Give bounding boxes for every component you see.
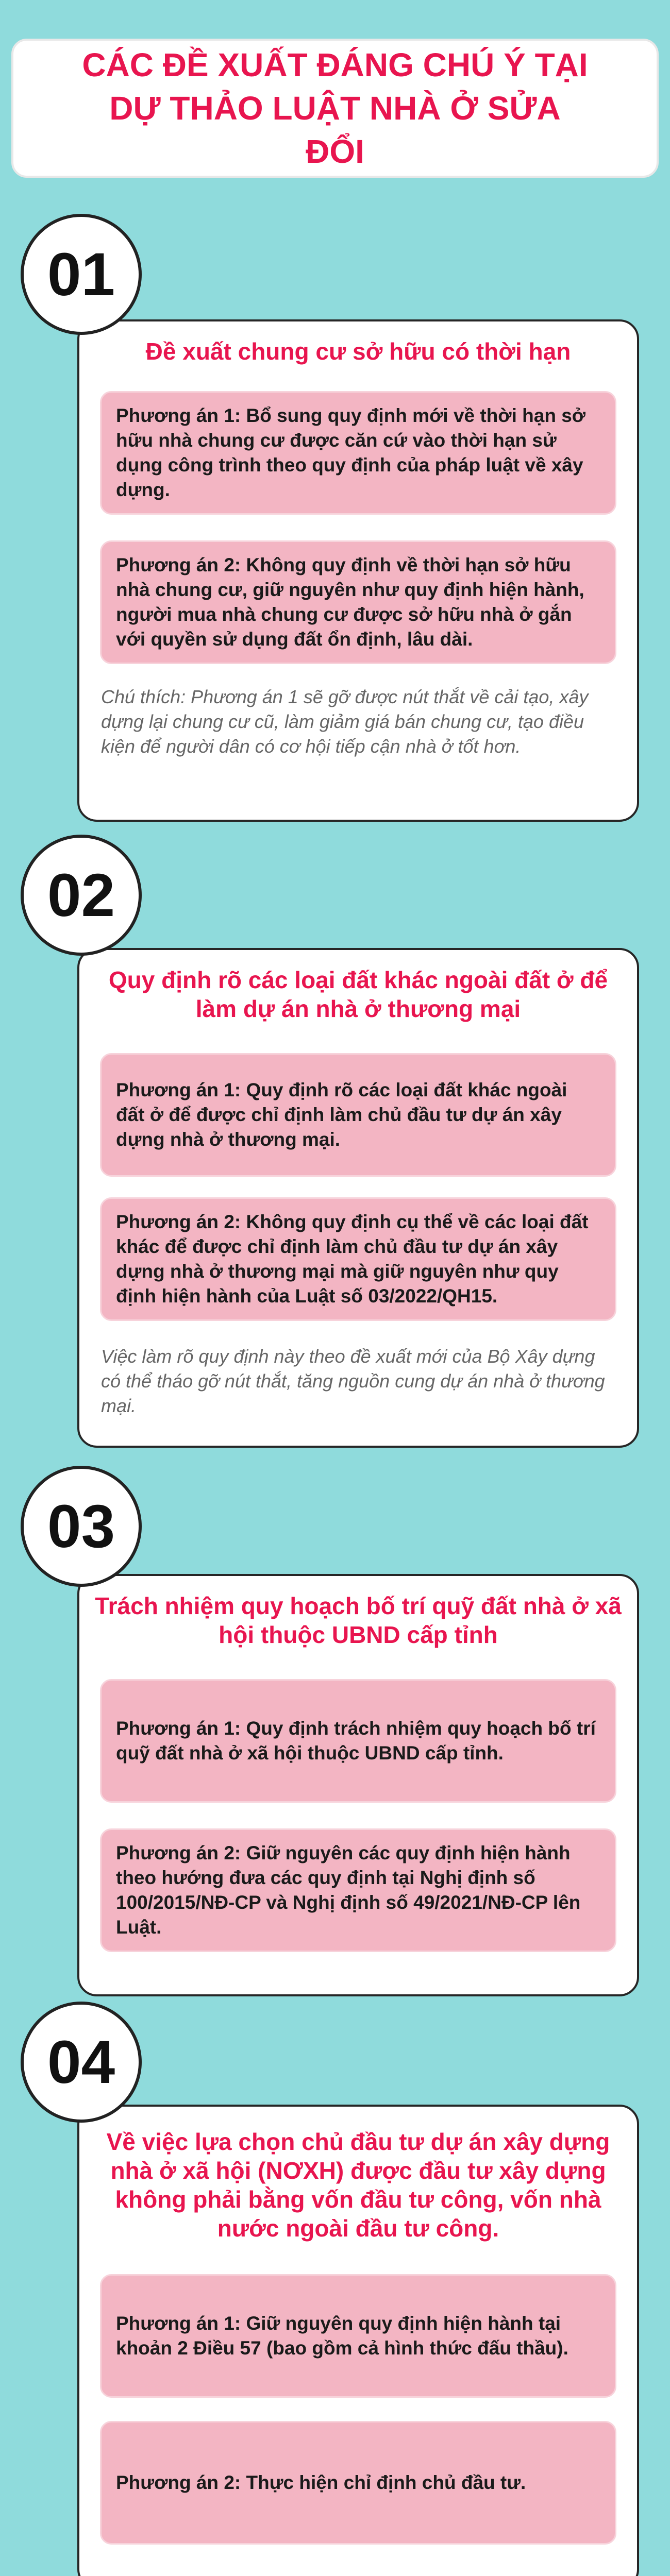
page-title: CÁC ĐỀ XUẤT ĐÁNG CHÚ Ý TẠI DỰ THẢO LUẬT NHÀ Ở SỬA ĐỔI bbox=[82, 46, 588, 170]
section-card-01 bbox=[77, 319, 639, 822]
section-heading: Về việc lựa chọn chủ đầu tư dự án xây dựng nhà ở xã hội (NƠXH) được đầu tư xây dựng không phải bằng vốn đầu tư công, vốn nhà nước ngoài đầu tư công. bbox=[106, 2128, 610, 2242]
section-number-03: 03 bbox=[21, 1466, 142, 1587]
section-heading: Trách nhiệm quy hoạch bố trí quỹ đất nhà ở xã hội thuộc UBND cấp tỉnh bbox=[95, 1592, 622, 1648]
option-2: Phương án 2: Thực hiện chỉ định chủ đầu tư. bbox=[100, 2421, 616, 2545]
section-card-02 bbox=[77, 948, 639, 1448]
section-note: Việc làm rõ quy định này theo đề xuất mới của Bộ Xây dựng có thể tháo gỡ nút thắt, tăng nguồn cung dự án nhà ở thương mại. bbox=[101, 1346, 605, 1416]
section-number-02: 02 bbox=[21, 835, 142, 956]
option-2: Phương án 2: Giữ nguyên các quy định hiện hành theo hướng đưa các quy định tại Nghị định số 100/2015/NĐ-CP và Nghị định số 49/2021/NĐ-CP lên Luật. bbox=[100, 1828, 616, 1952]
option-1: Phương án 1: Bổ sung quy định mới về thời hạn sở hữu nhà chung cư được căn cứ vào thời hạn sử dụng công trình theo quy định của pháp luật về xây dựng. bbox=[100, 391, 616, 515]
section-note: Chú thích: Phương án 1 sẽ gỡ được nút thắt về cải tạo, xây dựng lại chung cư cũ, làm giảm giá bán chung cư, tạo điều kiện để người dân có cơ hội tiếp cận nhà ở tốt hơn. bbox=[101, 686, 589, 757]
option-2: Phương án 2: Không quy định cụ thể về các loại đất khác để được chỉ định làm chủ đầu tư dự án xây dựng nhà ở thương mại mà giữ nguyên như quy định hiện hành của Luật số 03/2022/QH15. bbox=[100, 1197, 616, 1321]
option-2: Phương án 2: Không quy định về thời hạn sở hữu nhà chung cư, giữ nguyên như quy định hiện hành, người mua nhà chung cư được sở hữu nhà ở gắn với quyền sử dụng đất ổn định, lâu dài. bbox=[100, 540, 616, 664]
option-1: Phương án 1: Quy định trách nhiệm quy hoạch bố trí quỹ đất nhà ở xã hội thuộc UBND cấp tỉnh. bbox=[100, 1679, 616, 1803]
section-number-04: 04 bbox=[21, 2002, 142, 2123]
title-box bbox=[11, 39, 659, 178]
option-1: Phương án 1: Giữ nguyên quy định hiện hành tại khoản 2 Điều 57 (bao gồm cả hình thức đấu thầu). bbox=[100, 2274, 616, 2398]
section-number-01: 01 bbox=[21, 214, 142, 335]
section-heading: Đề xuất chung cư sở hữu có thời hạn bbox=[145, 338, 571, 365]
section-heading: Quy định rõ các loại đất khác ngoài đất ở để làm dự án nhà ở thương mại bbox=[108, 967, 608, 1022]
section-card-03 bbox=[77, 1574, 639, 1996]
option-1: Phương án 1: Quy định rõ các loại đất khác ngoài đất ở để được chỉ định làm chủ đầu tư dự án xây dựng nhà ở thương mại. bbox=[100, 1053, 616, 1177]
section-card-04 bbox=[77, 2105, 639, 2576]
